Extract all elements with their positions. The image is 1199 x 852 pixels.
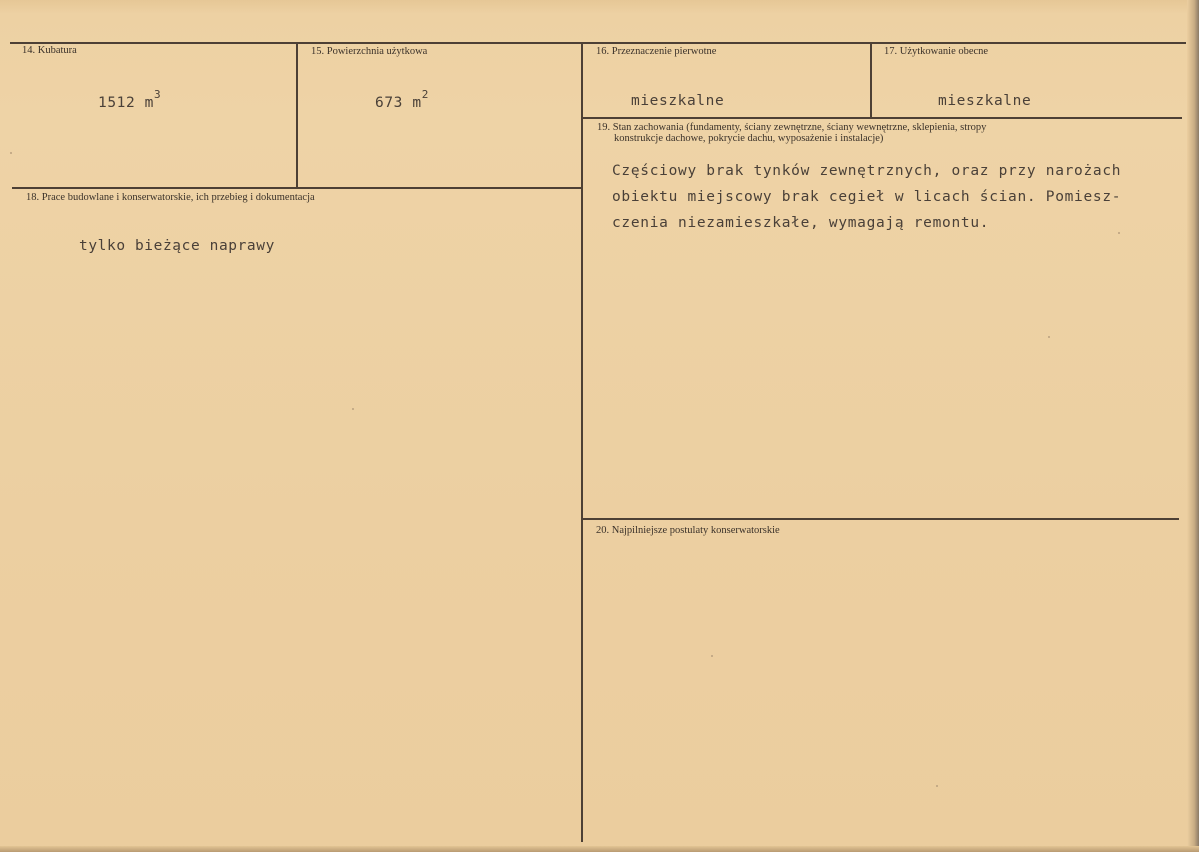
top-border-line bbox=[10, 42, 1186, 44]
stan-zachowania-label-line2: konstrukcje dachowe, pokrycie dachu, wyposażenie i instalacje) bbox=[614, 133, 884, 144]
uzytkowanie-value: mieszkalne bbox=[938, 93, 1032, 109]
stan-zachowania-line: czenia niezamieszkałe, wymagają remontu. bbox=[612, 215, 990, 231]
postulaty-label: 20. Najpilniejsze postulaty konserwatorskie bbox=[596, 525, 780, 536]
center-divider bbox=[581, 42, 583, 842]
kubatura-value bbox=[98, 88, 162, 111]
paper-speck bbox=[936, 785, 938, 787]
divider-f16-f17 bbox=[870, 42, 872, 118]
paper-speck bbox=[10, 152, 12, 154]
kubatura-label: 14. Kubatura bbox=[22, 45, 77, 56]
kubatura-unit-exponent: 3 bbox=[154, 88, 162, 101]
prace-budowlane-value: tylko bieżące naprawy bbox=[79, 238, 275, 254]
stan-zachowania-line: Częściowy brak tynków zewnętrznych, oraz przy narożach bbox=[612, 163, 1122, 179]
kubatura-number: 1512 bbox=[98, 94, 136, 111]
powierzchnia-label: 15. Powierzchnia użytkowa bbox=[311, 46, 428, 57]
line-under-f14-f15 bbox=[12, 187, 582, 189]
paper-speck bbox=[1048, 336, 1050, 338]
uzytkowanie-label: 17. Użytkowanie obecne bbox=[884, 46, 989, 57]
stan-zachowania-line: obiektu miejscowy brak cegieł w licach ścian. Pomiesz- bbox=[612, 189, 1122, 205]
prace-budowlane-label: 18. Prace budowlane i konserwatorskie, ich przebieg i dokumentacja bbox=[26, 192, 315, 203]
paper-bottom-edge bbox=[0, 846, 1199, 852]
przeznaczenie-value: mieszkalne bbox=[631, 93, 725, 109]
powierzchnia-unit: m bbox=[412, 94, 422, 111]
paper-right-edge bbox=[1187, 0, 1199, 852]
powierzchnia-value bbox=[375, 88, 429, 111]
kubatura-unit: m bbox=[144, 94, 155, 111]
line-under-f16-f17 bbox=[582, 117, 1182, 119]
paper-speck bbox=[711, 655, 713, 657]
przeznaczenie-label: 16. Przeznaczenie pierwotne bbox=[596, 46, 717, 57]
powierzchnia-unit-exponent: 2 bbox=[421, 88, 429, 101]
paper-speck bbox=[1118, 232, 1120, 234]
paper-speck bbox=[352, 408, 354, 410]
line-above-f20 bbox=[582, 518, 1179, 520]
stan-zachowania-label-line1: 19. Stan zachowania (fundamenty, ściany zewnętrzne, ściany wewnętrzne, sklepienia, stropy bbox=[597, 122, 987, 133]
divider-f14-f15 bbox=[296, 42, 298, 188]
powierzchnia-number: 673 bbox=[375, 94, 403, 111]
stan-zachowania-text bbox=[612, 158, 1121, 236]
